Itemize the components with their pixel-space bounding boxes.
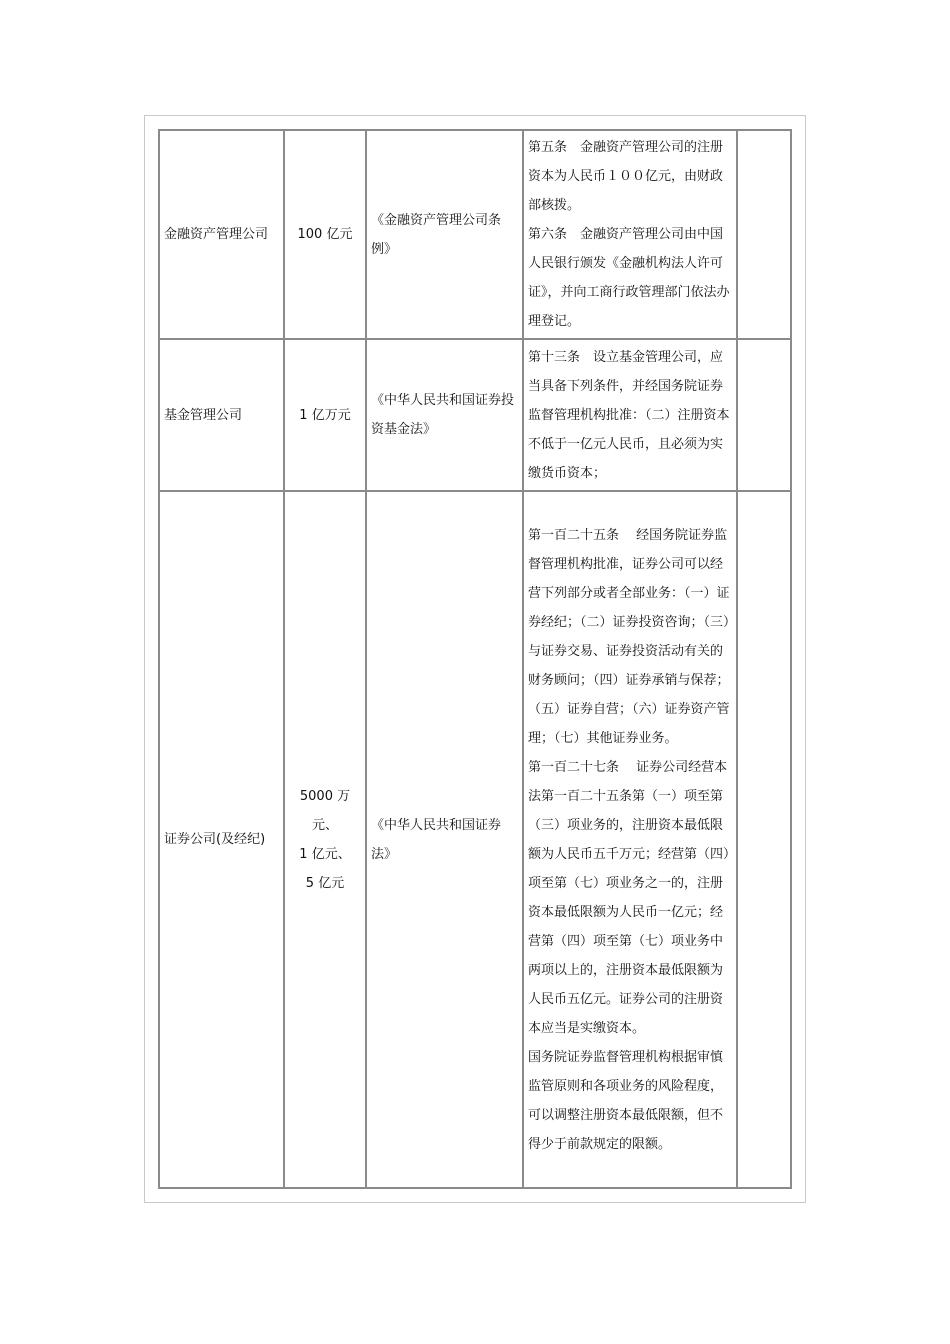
capital-cell: 5000 万元、 1 亿元、 5 亿元 — [284, 491, 366, 1188]
article-cell — [523, 339, 737, 491]
company-type-cell: 基金管理公司 — [159, 339, 284, 491]
empty-cell — [737, 339, 791, 491]
company-type-cell: 证券公司(及经纪) — [159, 491, 284, 1188]
registered-capital-table — [158, 129, 792, 1189]
empty-cell — [737, 491, 791, 1188]
law-cell: 《金融资产管理公司条例》 — [366, 130, 523, 339]
law-cell: 《中华人民共和国证券投资基金法》 — [366, 339, 523, 491]
article-cell — [523, 130, 737, 339]
capital-cell: 1 亿万元 — [284, 339, 366, 491]
empty-cell — [737, 130, 791, 339]
company-type-cell: 金融资产管理公司 — [159, 130, 284, 339]
article-paragraph: 国务院证券监督管理机构根据审慎监管原则和各项业务的风险程度，可以调整注册资本最低限额，但不得少于前款规定的限额。 — [528, 1049, 724, 1152]
article-paragraph: 第十三条 设立基金管理公司，应当具备下列条件，并经国务院证券监督管理机构批准：（二）注册资本不低于一亿元人民币，且必须为实缴货币资本； — [528, 349, 730, 481]
table-row — [159, 130, 791, 339]
article-cell — [523, 491, 737, 1188]
capital-cell: 100 亿元 — [284, 130, 366, 339]
article-paragraph: 第一百二十五条 经国务院证券监督管理机构批准，证券公司可以经营下列部分或者全部业务：（一）证券经纪；（二）证券投资咨询；（三）与证券交易、证券投资活动有关的财务顾问；（四）证券承销与保荐；（五）证券自营；（六）证券资产管理；（七）其他证券业务。 — [528, 527, 730, 746]
table-row — [159, 491, 791, 1188]
article-paragraph: 第五条 金融资产管理公司的注册资本为人民币１００亿元，由财政部核拨。 — [528, 140, 724, 213]
article-paragraph: 第一百二十七条 证券公司经营本法第一百二十五条第（一）项至第（三）项业务的，注册资本最低限额为人民币五千万元；经营第（四）项至第（七）项业务之一的，注册资本最低限额为人民币一亿元；经营第（四）项至第（七）项业务中两项以上的，注册资本最低限额为人民币五亿元。证券公司的注册资本应当是实缴资本。 — [528, 759, 730, 1036]
law-cell: 《中华人民共和国证券法》 — [366, 491, 523, 1188]
article-paragraph: 第六条 金融资产管理公司由中国人民银行颁发《金融机构法人许可证》，并向工商行政管理部门依法办理登记。 — [528, 227, 730, 329]
table-row — [159, 339, 791, 491]
